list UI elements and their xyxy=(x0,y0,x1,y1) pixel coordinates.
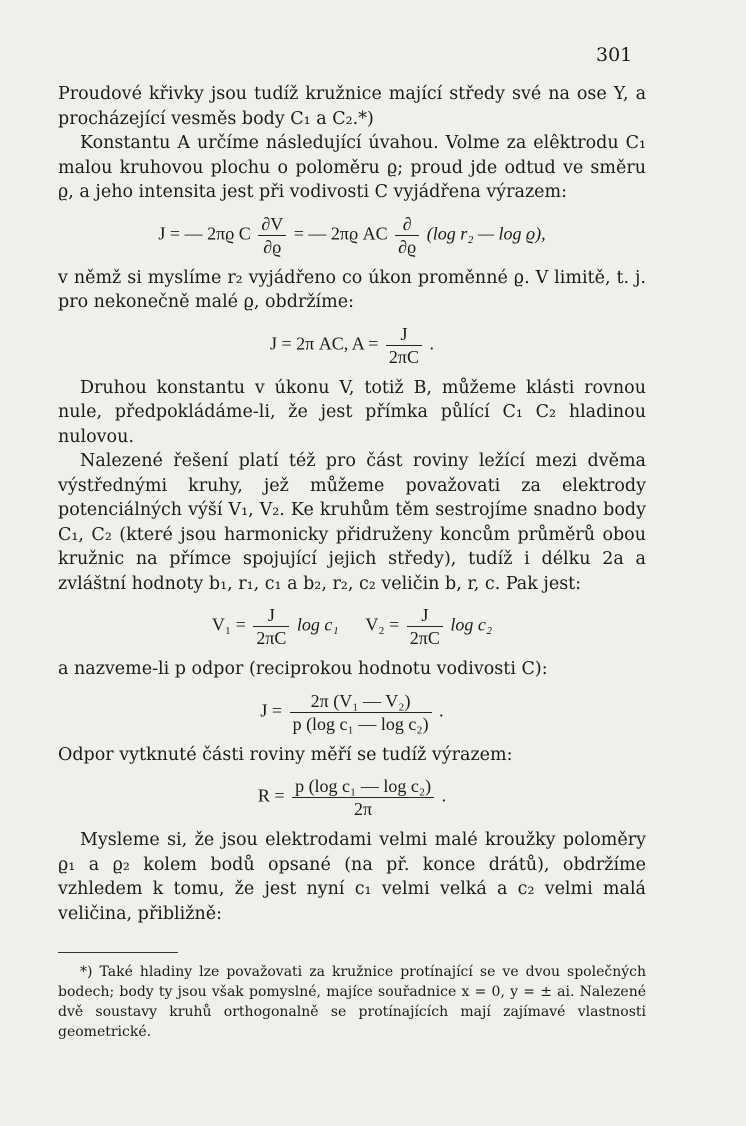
paragraph: Druhou konstantu v úkonu V, totiž B, můžeme klásti rovnou nule, předpokládáme-li, že jest přímka půlící C₁ C₂ hladinou nulovou. xyxy=(58,377,646,447)
equation-limit: J = 2π AC, A = $\frac{J}{2\pi C}$ . xyxy=(269,323,434,367)
paragraph: Nalezené řešení platí též pro část roviny ležící mezi dvěma výstřednými kruhy, jež můžeme považovati za elektrody potenciálných výší V₁, V₂. Ke kruhům těm sestrojíme snadno body C₁, C₂ (které jsou harmonicky přidruženy koncům průměrů obou kružnic na přímce spojující jejich středy), tudíž i délku 2a a zvláštní hodnoty b₁, r₁, c₁ a b₂, r₂, c₂ veličin b, r, c. Pak jest: xyxy=(58,451,646,594)
fraction: $\frac{\partial}{\partial ϱ}$ xyxy=(395,213,419,258)
footnote-text: *) Také hladiny lze považovati za kružnice protínající se ve dvou společných bodech; body ty jsou však pomyslné, majíce souřadnice x = 0, y = ± ai. Nalezené dvě soustavy kruhů orthogonalně se protínajících mají zajímavé vlastnosti geometrické. xyxy=(58,964,646,1040)
equation-resistance: R = $\frac{\text{p (log c₁ — log c₂)}}{2\pi}$ . xyxy=(257,776,447,819)
paragraph: Proudové křivky jsou tudíž kružnice mající středy své na ose Y, a procházející vesměs body C₁ a C₂.*) xyxy=(58,84,646,129)
paragraph: Odpor vytknuté části roviny měří se tudíž výrazem: xyxy=(58,744,513,765)
equation-potentials: V₁ = $\frac{J}{2\pi C}$ log c₁ V₂ = $\frac{J}{2\pi C}$ log c₂ xyxy=(211,605,493,648)
footnote xyxy=(58,962,646,1042)
paragraph: a nazveme-li p odpor (reciprokou hodnotu vodivosti C): xyxy=(58,659,548,679)
equation-current: J = $\frac{\text{2π (V₁ — V₂)}}{\text{p (log c₁ — log c₂)}}$ . xyxy=(260,690,444,734)
fraction: $\frac{\text{p (log c₁ — log c₂)}}{2\pi}$ xyxy=(292,775,434,820)
fraction: $\frac{\text{2π (V₁ — V₂)}}{\text{p (log c₁ — log c₂)}}$ xyxy=(290,690,432,735)
equation-current-density: J = — 2πϱ C $\frac{\partial V}{\partial ϱ}$ = — 2πϱ AC $\frac{\partial}{\partial ϱ}$ (log r₂ — log ϱ), xyxy=(158,213,546,257)
paragraph: v němž si myslíme r₂ vyjádřeno co úkon proměnné ϱ. V limitě, t. j. pro nekonečně malé ϱ, obdržíme: xyxy=(58,267,646,312)
fraction: $\frac{J}{2\pi C}$ xyxy=(407,604,443,649)
fraction: $\frac{\partial V}{\partial ϱ}$ xyxy=(258,213,286,258)
fraction: $\frac{J}{2\pi C}$ xyxy=(253,604,289,649)
page-number: 301 xyxy=(596,44,633,66)
main-text xyxy=(58,82,646,926)
paragraph: Mysleme si, že jsou elektrodami velmi malé kroužky poloměry ϱ₁ a ϱ₂ kolem bodů opsané (na př. konce drátů), obdržíme vzhledem k tomu, že jest nyní c₁ velmi velká a c₂ velmi malá veličina, přibližně: xyxy=(58,830,646,924)
footnote-divider xyxy=(58,952,178,953)
fraction: $\frac{J}{2\pi C}$ xyxy=(386,323,422,368)
paragraph: Konstantu A určíme následující úvahou. Volme za elêktrodu C₁ malou kruhovou plochu o poloměru ϱ; proud jde odtud ve směru ϱ, a jeho intensita jest při vodivosti C vyjádřena výrazem: xyxy=(58,133,646,202)
